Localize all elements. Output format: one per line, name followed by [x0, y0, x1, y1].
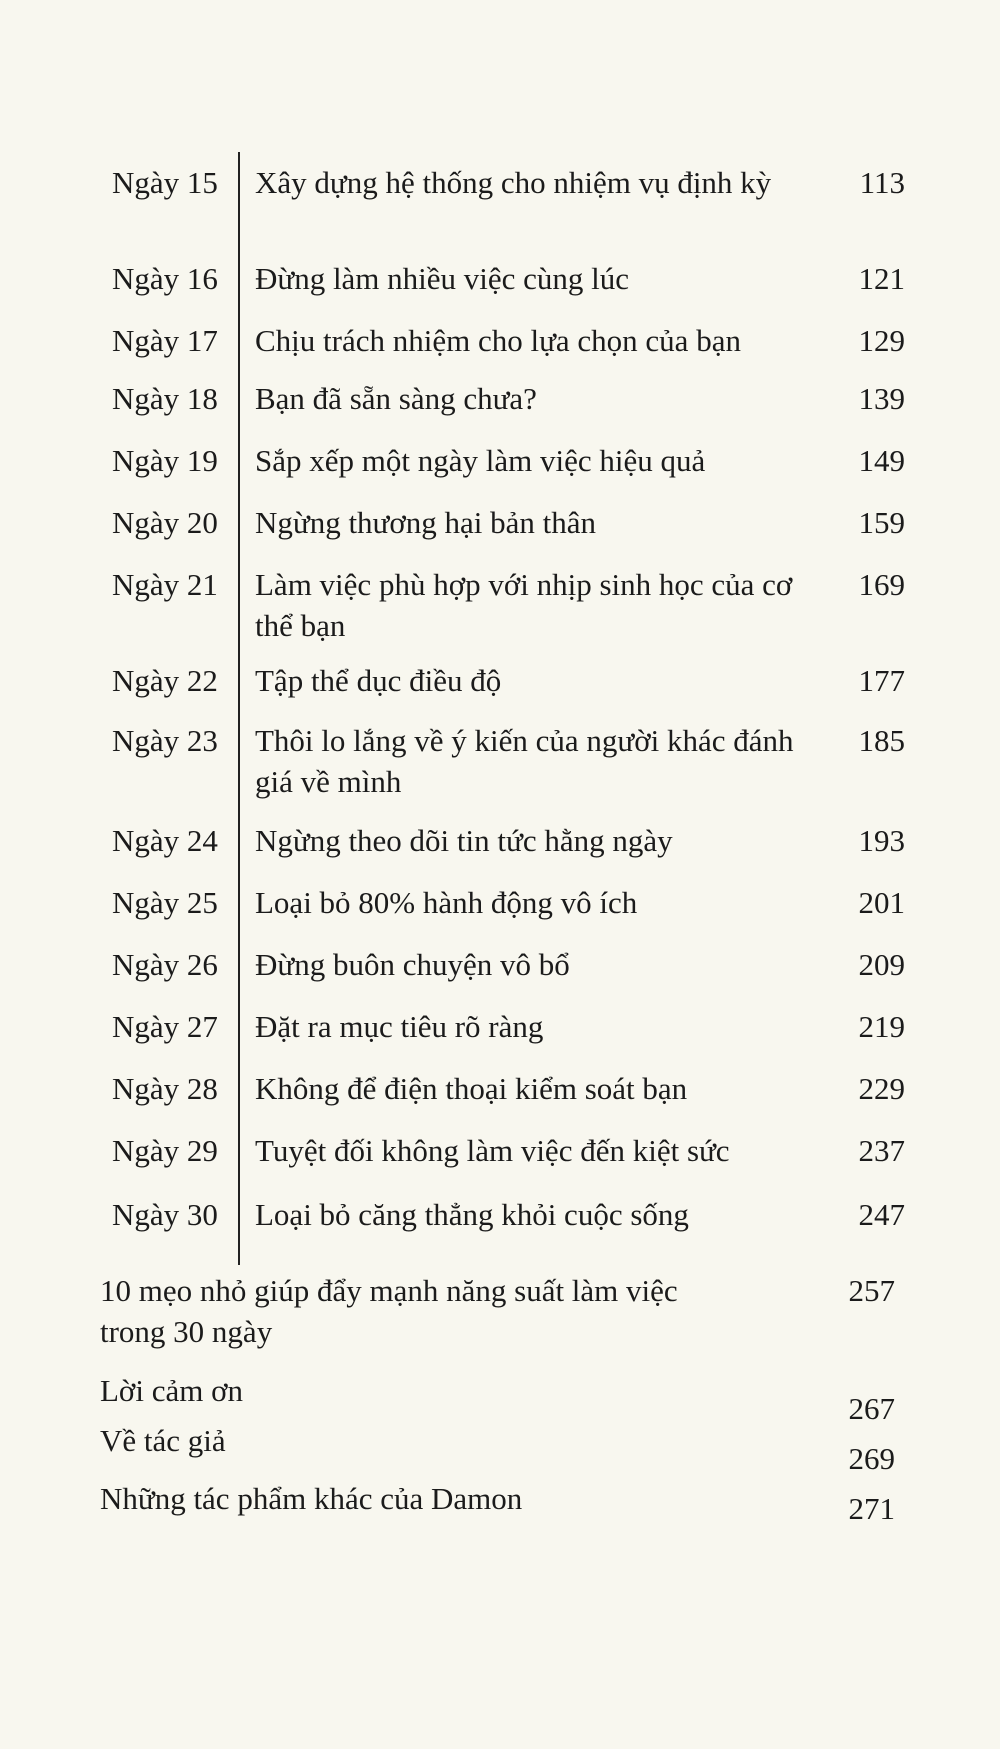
toc-entry-title: Xây dựng hệ thống cho nhiệm vụ định kỳ	[255, 165, 772, 200]
toc-entry-title: Làm việc phù hợp với nhịp sinh học của cơ thể bạn	[255, 567, 793, 643]
toc-day-label: Ngày 16	[112, 261, 218, 296]
toc-extra-page-number: 267	[848, 1391, 895, 1426]
toc-page-number: 113	[859, 165, 905, 200]
toc-entry-title: Thôi lo lắng về ý kiến của người khác đánh giá về mình	[255, 723, 794, 799]
toc-page-number: 159	[858, 505, 905, 540]
toc-day-label: Ngày 30	[112, 1197, 218, 1232]
toc-entry-title: Sắp xếp một ngày làm việc hiệu quả	[255, 443, 706, 478]
toc-day-label: Ngày 24	[112, 823, 218, 858]
toc-extra-page-number: 269	[848, 1441, 895, 1476]
column-divider	[238, 152, 240, 1265]
toc-day-label: Ngày 21	[112, 567, 218, 602]
toc-page-number: 177	[858, 663, 905, 698]
toc-extra-title: 10 mẹo nhỏ giúp đẩy mạnh năng suất làm việc trong 30 ngày	[100, 1273, 678, 1349]
toc-entry-title: Loại bỏ 80% hành động vô ích	[255, 885, 638, 920]
toc-day-label: Ngày 28	[112, 1071, 218, 1106]
toc-page-number: 209	[858, 947, 905, 982]
toc-day-label: Ngày 18	[112, 381, 218, 416]
toc-day-label: Ngày 29	[112, 1133, 218, 1168]
toc-page-number: 201	[858, 885, 905, 920]
toc-entry-title: Ngừng theo dõi tin tức hằng ngày	[255, 823, 673, 858]
toc-entry-title: Bạn đã sẵn sàng chưa?	[255, 381, 537, 416]
toc-page-number: 193	[858, 823, 905, 858]
toc-entry-title: Đừng làm nhiều việc cùng lúc	[255, 261, 630, 296]
toc-page-number: 121	[858, 261, 905, 296]
toc-entry-title: Tuyệt đối không làm việc đến kiệt sức	[255, 1133, 730, 1168]
toc-entry-title: Loại bỏ căng thẳng khỏi cuộc sống	[255, 1197, 689, 1232]
toc-extra-title: Về tác giả	[100, 1423, 226, 1458]
toc-page-number: 247	[858, 1197, 905, 1232]
toc-entry-title: Chịu trách nhiệm cho lựa chọn của bạn	[255, 323, 741, 358]
toc-entry-title: Không để điện thoại kiểm soát bạn	[255, 1071, 688, 1106]
toc-day-label: Ngày 17	[112, 323, 218, 358]
toc-day-label: Ngày 25	[112, 885, 218, 920]
toc-extra-page-number: 257	[848, 1273, 895, 1308]
toc-entry-title: Ngừng thương hại bản thân	[255, 505, 596, 540]
toc-extra-title: Lời cảm ơn	[100, 1373, 243, 1408]
toc-day-label: Ngày 20	[112, 505, 218, 540]
toc-page-number: 185	[858, 723, 905, 758]
toc-page-number: 229	[858, 1071, 905, 1106]
toc-page-number: 219	[858, 1009, 905, 1044]
toc-day-label: Ngày 23	[112, 723, 218, 758]
toc-page-number: 129	[858, 323, 905, 358]
toc-day-label: Ngày 26	[112, 947, 218, 982]
toc-entry-title: Tập thể dục điều độ	[255, 663, 502, 698]
toc-page-number: 237	[858, 1133, 905, 1168]
toc-page-number: 149	[858, 443, 905, 478]
toc-page-number: 169	[858, 567, 905, 602]
toc-day-label: Ngày 19	[112, 443, 218, 478]
toc-extra-page-number: 271	[848, 1491, 895, 1526]
toc-extra-title: Những tác phẩm khác của Damon	[100, 1481, 523, 1516]
toc-entry-title: Đặt ra mục tiêu rõ ràng	[255, 1009, 544, 1044]
toc-page-number: 139	[858, 381, 905, 416]
toc-day-label: Ngày 15	[112, 165, 218, 200]
toc-entry-title: Đừng buôn chuyện vô bổ	[255, 947, 570, 982]
toc-day-label: Ngày 22	[112, 663, 218, 698]
toc-day-label: Ngày 27	[112, 1009, 218, 1044]
